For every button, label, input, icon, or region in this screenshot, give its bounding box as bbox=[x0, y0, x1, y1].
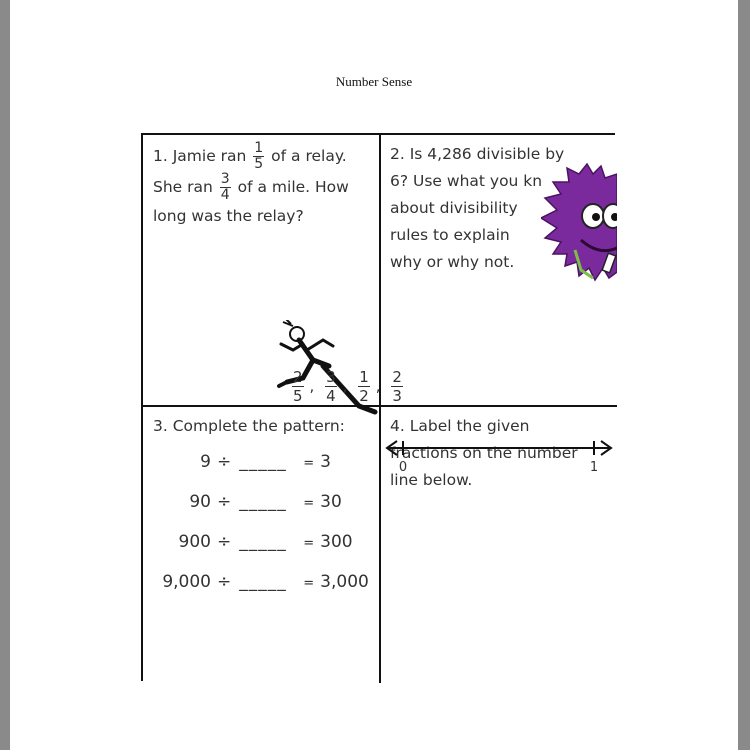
q1-fraction-2 bbox=[220, 172, 231, 203]
q1-line-1 bbox=[153, 141, 377, 172]
fraction-numerator: 2 bbox=[392, 368, 402, 386]
q4-line-3: line below. bbox=[390, 471, 473, 489]
fraction-denominator: 4 bbox=[326, 387, 336, 405]
q4-line-1: 4. Label the given bbox=[390, 417, 530, 435]
pattern-result: 3,000 bbox=[320, 572, 369, 592]
equals-sign: = bbox=[303, 456, 315, 471]
pattern-row bbox=[149, 492, 342, 512]
q1-frac1-num: 1 bbox=[254, 140, 264, 156]
fraction bbox=[391, 368, 403, 405]
q1-frac2-den: 4 bbox=[220, 187, 230, 203]
q1-frac2-num: 3 bbox=[220, 171, 230, 187]
pattern-dividend: 900 bbox=[178, 532, 211, 552]
pattern-dividend: 9,000 bbox=[162, 572, 211, 592]
page-title: Number Sense bbox=[335, 74, 413, 89]
pattern-dividend: 90 bbox=[189, 492, 211, 512]
q1-line1-post: of a relay. bbox=[271, 147, 347, 165]
fraction-numerator: 2 bbox=[293, 368, 303, 386]
question-1 bbox=[153, 141, 377, 230]
q4-fraction-list bbox=[286, 368, 409, 405]
equals-sign: = bbox=[303, 576, 315, 591]
number-line-end-label: 1 bbox=[589, 460, 599, 475]
fraction bbox=[325, 368, 337, 405]
fraction-separator: , bbox=[342, 377, 348, 395]
question-3-title: 3. Complete the pattern: bbox=[153, 417, 345, 435]
fraction-numerator: 1 bbox=[359, 368, 369, 386]
fraction-denominator: 3 bbox=[392, 387, 402, 405]
equals-sign: = bbox=[303, 496, 315, 511]
q2-line-2: 6? Use what you kn bbox=[390, 172, 543, 190]
divide-sign: ÷ bbox=[217, 452, 232, 472]
q1-frac1-den: 5 bbox=[254, 156, 264, 172]
q2-line-3: about divisibility bbox=[390, 199, 518, 217]
fraction bbox=[292, 368, 304, 405]
q1-line2-pre: She ran bbox=[153, 178, 213, 196]
q1-line-2 bbox=[153, 172, 377, 203]
q1-line1-pre: 1. Jamie ran bbox=[153, 147, 247, 165]
pattern-blank[interactable]: _____ bbox=[239, 452, 287, 472]
q2-line-4: rules to explain bbox=[390, 226, 510, 244]
pattern-row bbox=[149, 532, 353, 552]
pattern-result: 300 bbox=[320, 532, 353, 552]
purple-monster-icon bbox=[541, 158, 617, 286]
number-line bbox=[255, 432, 615, 476]
fraction-separator: , bbox=[309, 377, 315, 395]
question-grid bbox=[141, 133, 615, 681]
equals-sign: = bbox=[303, 536, 315, 551]
fraction bbox=[358, 368, 370, 405]
q1-line-3: long was the relay? bbox=[153, 207, 304, 225]
pattern-blank[interactable]: _____ bbox=[239, 572, 287, 592]
pattern-row bbox=[149, 572, 369, 592]
fraction-denominator: 2 bbox=[359, 387, 369, 405]
divide-sign: ÷ bbox=[217, 532, 232, 552]
pattern-dividend: 9 bbox=[200, 452, 211, 472]
q4-line-2: fractions on the number bbox=[390, 444, 578, 462]
divide-sign: ÷ bbox=[217, 572, 232, 592]
q1-line2-post: of a mile. How bbox=[237, 178, 349, 196]
number-line-start-label: 0 bbox=[398, 460, 408, 475]
q2-line-1: 2. Is 4,286 divisible by bbox=[390, 145, 565, 163]
divide-sign: ÷ bbox=[217, 492, 232, 512]
fraction-numerator: 3 bbox=[326, 368, 336, 386]
q2-line-5: why or why not. bbox=[390, 253, 515, 271]
pattern-blank[interactable]: _____ bbox=[239, 492, 287, 512]
fraction-separator: , bbox=[375, 377, 381, 395]
fraction-denominator: 5 bbox=[293, 387, 303, 405]
pattern-result: 3 bbox=[320, 452, 331, 472]
pattern-blank[interactable]: _____ bbox=[239, 532, 287, 552]
q1-fraction-1 bbox=[253, 141, 264, 172]
worksheet-page bbox=[10, 0, 738, 750]
pattern-result: 30 bbox=[320, 492, 342, 512]
